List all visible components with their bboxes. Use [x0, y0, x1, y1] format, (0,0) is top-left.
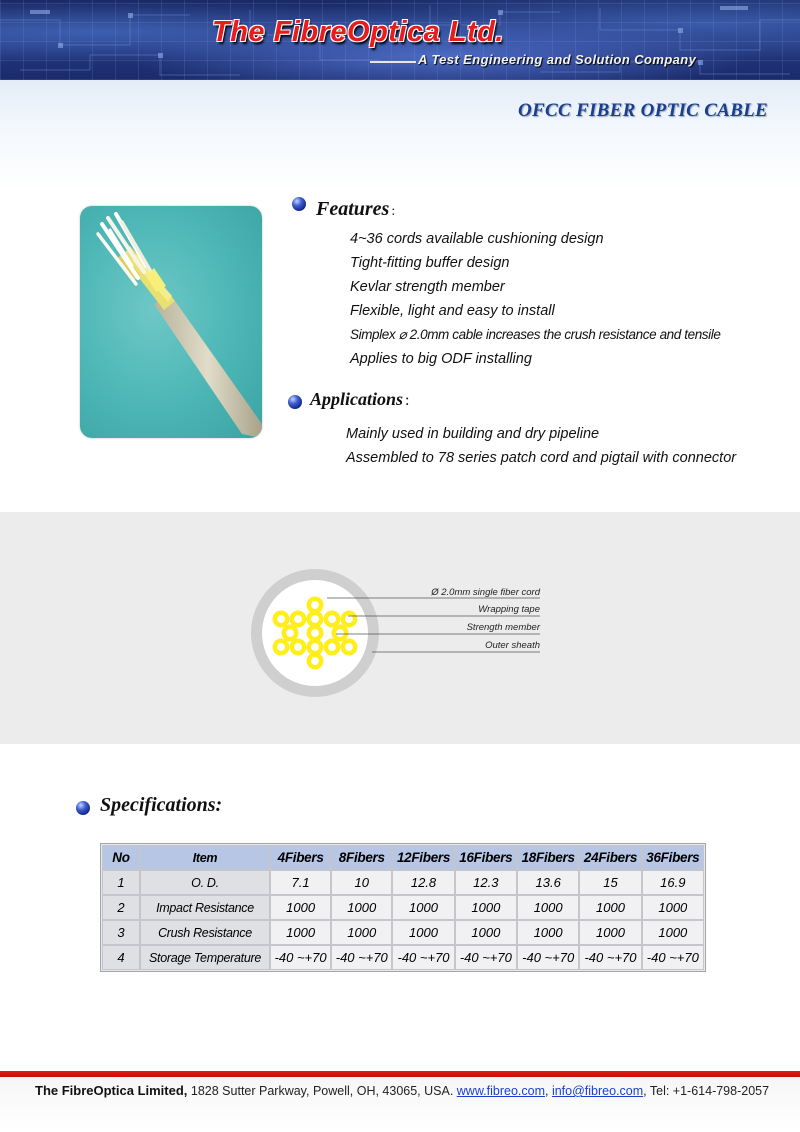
table-cell: 1000: [393, 921, 453, 944]
list-item: 4~36 cords available cushioning design: [350, 231, 604, 247]
col-header-no: No: [103, 846, 139, 869]
table-cell: -40 ~+70: [643, 946, 703, 969]
label-strength-member: Strength member: [466, 622, 540, 633]
table-cell: 1000: [271, 921, 330, 944]
email-link[interactable]: info@fibreo.com: [551, 1084, 644, 1098]
specifications-heading: Specifications:: [100, 794, 223, 816]
header-banner: [0, 0, 800, 80]
table-cell: 1000: [393, 896, 453, 919]
table-cell: 13.6: [518, 871, 578, 894]
website-link[interactable]: www.fibreo.com: [456, 1084, 545, 1098]
list-item: Tight-fitting buffer design: [350, 255, 510, 271]
applications-heading-text: Applications: [310, 389, 404, 409]
table-cell: 15: [580, 871, 640, 894]
cable-cross-section-diagram: [0, 512, 800, 744]
list-item: Kevlar strength member: [350, 279, 505, 295]
table-cell: 16.9: [643, 871, 703, 894]
features-bullet-icon: [292, 197, 306, 211]
table-cell: 1000: [580, 896, 640, 919]
col-header-8fibers: 8Fibers: [332, 846, 391, 869]
tagline-rule: [370, 61, 416, 63]
col-header-12fibers: 12Fibers: [393, 846, 453, 869]
table-row: [103, 921, 703, 944]
specifications-bullet-icon: [76, 801, 90, 815]
table-cell: 1000: [580, 921, 640, 944]
col-header-16fibers: 16Fibers: [456, 846, 516, 869]
list-item: Assembled to 78 series patch cord and pigtail with connector: [346, 450, 737, 466]
applications-bullet-icon: [288, 395, 302, 409]
table-cell: 1000: [643, 921, 703, 944]
table-cell: 7.1: [271, 871, 330, 894]
table-cell: 3: [103, 921, 139, 944]
footer-phone: , Tel: +1-614-798-2057: [643, 1084, 770, 1098]
table-cell: 12.3: [456, 871, 516, 894]
table-cell: O. D.: [141, 871, 269, 894]
footer-company: The FibreOptica Limited,: [35, 1083, 188, 1098]
table-cell: Storage Temperature: [141, 946, 269, 969]
col-header-4fibers: 4Fibers: [271, 846, 330, 869]
col-header-18fibers: 18Fibers: [518, 846, 578, 869]
features-heading-text: Features: [316, 198, 390, 220]
table-cell: -40 ~+70: [518, 946, 578, 969]
table-cell: 12.8: [393, 871, 453, 894]
cross-section-panel: [0, 512, 800, 744]
table-row: [103, 896, 703, 919]
col-header-36fibers: 36Fibers: [643, 846, 703, 869]
col-header-item: Item: [141, 846, 269, 869]
header-fade: [0, 80, 800, 190]
table-cell: -40 ~+70: [580, 946, 640, 969]
product-photo: [80, 206, 262, 438]
col-header-24fibers: 24Fibers: [580, 846, 640, 869]
table-row: [103, 946, 703, 969]
table-cell: 10: [332, 871, 391, 894]
table-cell: 1000: [456, 896, 516, 919]
table-header-row: [103, 846, 703, 869]
label-wrapping-tape: Wrapping tape: [478, 604, 540, 615]
list-item: Mainly used in building and dry pipeline: [346, 426, 600, 442]
list-item: Simplex ⌀ 2.0mm cable increases the crush resistance and tensile: [350, 327, 721, 342]
label-outer-sheath: Outer sheath: [485, 640, 540, 651]
table-cell: -40 ~+70: [271, 946, 330, 969]
footer-separator: ,: [545, 1084, 552, 1098]
brand-title: The FibreOptica Ltd.: [212, 16, 504, 48]
table-cell: 1000: [332, 896, 391, 919]
list-item: Flexible, light and easy to install: [350, 303, 555, 319]
table-cell: 1000: [456, 921, 516, 944]
table-cell: 2: [103, 896, 139, 919]
features-heading: [316, 198, 395, 221]
table-cell: -40 ~+70: [456, 946, 516, 969]
table-cell: 1000: [518, 896, 578, 919]
footer: [35, 1083, 769, 1098]
list-item: Applies to big ODF installing: [350, 351, 532, 367]
applications-list: [346, 422, 736, 470]
wrapping-tape-ring: [262, 580, 368, 686]
applications-heading: [310, 389, 409, 410]
table-cell: 1000: [643, 896, 703, 919]
table-cell: 4: [103, 946, 139, 969]
table-cell: Impact Resistance: [141, 896, 269, 919]
applications-colon: :: [405, 392, 410, 409]
table-row: [103, 871, 703, 894]
brand-tagline: A Test Engineering and Solution Company: [418, 52, 697, 67]
label-fiber-cord: Ø 2.0mm single fiber cord: [431, 587, 540, 598]
features-colon: :: [391, 204, 396, 219]
table-cell: -40 ~+70: [332, 946, 391, 969]
cable-illustration: [80, 206, 262, 438]
features-list: [350, 227, 720, 371]
table-cell: 1: [103, 871, 139, 894]
table-cell: 1000: [332, 921, 391, 944]
table-cell: 1000: [518, 921, 578, 944]
footer-address: 1828 Sutter Parkway, Powell, OH, 43065, USA.: [187, 1084, 457, 1098]
table-cell: Crush Resistance: [141, 921, 269, 944]
table-cell: 1000: [271, 896, 330, 919]
table-cell: -40 ~+70: [393, 946, 453, 969]
page-title: OFCC FIBER OPTIC CABLE: [518, 100, 768, 121]
specifications-table: [100, 843, 706, 972]
